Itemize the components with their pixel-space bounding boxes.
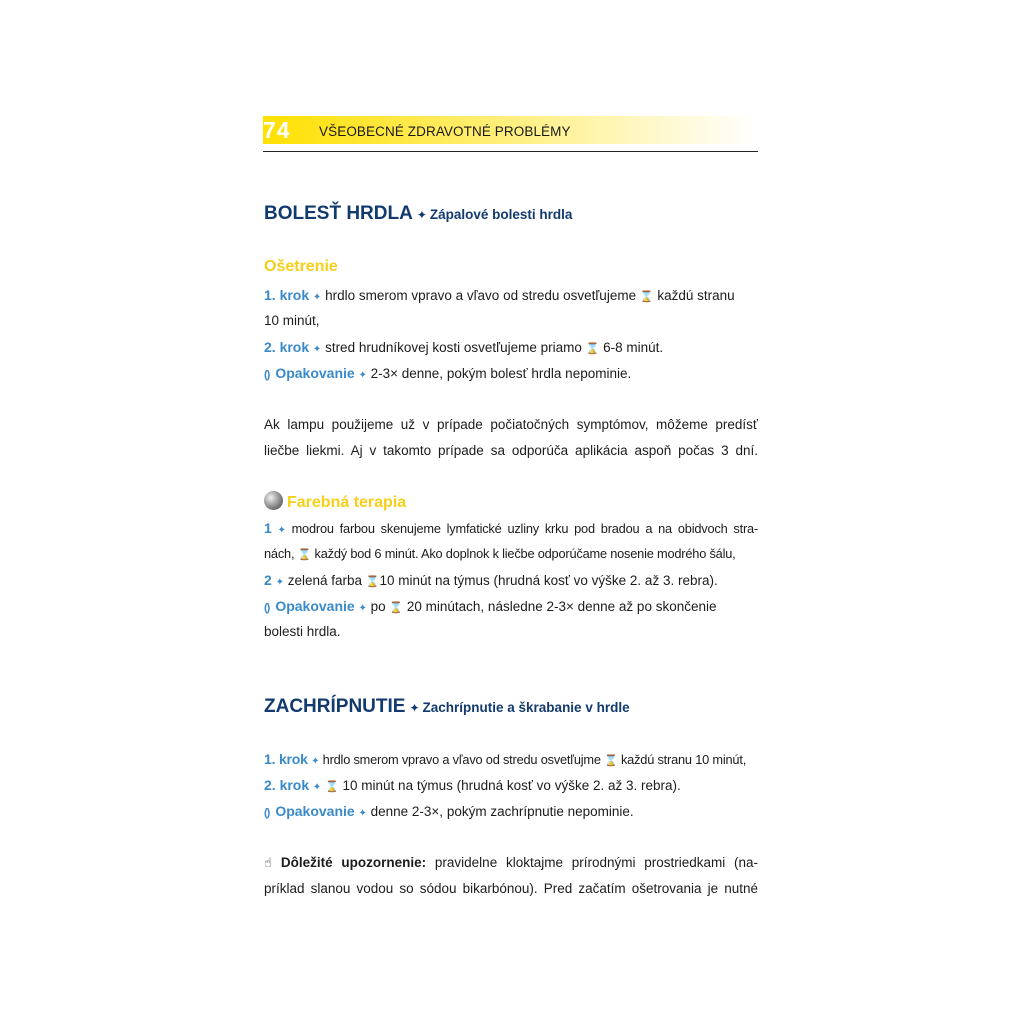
hourglass-icon: ⌛ — [325, 781, 339, 793]
heading-title: ZACHRÍPNUTIE — [264, 696, 406, 717]
repeat-text: 20 minútach, následne 2-3× denne až po skončenie — [406, 599, 717, 614]
paragraph-line: Ak lampu použijeme už v prípade počiatočných symptómov, môžeme predísť — [264, 417, 758, 432]
color-therapy-repeat — [264, 597, 758, 618]
item-text: 10 minút na týmus (hrudná kosť vo výške 2. až 3. rebra). — [379, 573, 718, 588]
item-text: modrou farbou skenujeme lymfatické uzliny krku pod bradou a na obidvoch stra- — [291, 521, 758, 536]
hourglass-icon: ⌛ — [297, 549, 312, 561]
pointing-finger-icon: ☝ — [264, 855, 277, 870]
repeat-label: Opakovanie — [275, 365, 355, 381]
star-icon: ✦ — [358, 370, 367, 381]
hourglass-icon: ⌛ — [365, 576, 380, 588]
repeat-text: 2-3× denne, pokým bolesť hrdla nepominie. — [370, 366, 632, 381]
warning-text: pravidelne kloktajme prírodnými prostriedkami (na- — [434, 855, 758, 870]
repeat-icon: () — [264, 602, 270, 614]
repeat-label: Opakovanie — [275, 803, 355, 819]
star-icon: ✦ — [311, 756, 320, 767]
heading-subtitle: Zachrípnutie a škrabanie v hrdle — [422, 700, 630, 715]
item-text: každý bod 6 minút. Ako doplnok k liečbe odporúčame nosenie modrého šálu, — [314, 546, 736, 561]
header-divider — [263, 151, 758, 152]
heading-hoarseness — [264, 696, 630, 718]
step-text: každú stranu — [657, 288, 735, 303]
item-text: zelená farba — [287, 573, 363, 588]
repeat-icon: () — [264, 369, 270, 381]
star-icon: ✦ — [416, 208, 427, 222]
step-label: 1. krok — [264, 287, 310, 303]
repeat-text: po — [370, 599, 386, 614]
color-therapy-item-1-cont — [264, 545, 758, 564]
step-text: 10 minút na týmus (hrudná kosť vo výške 2. až 3. rebra). — [342, 778, 681, 793]
heading-title: BOLESŤ HRDLA — [264, 203, 413, 224]
page-number: 74 — [263, 117, 291, 143]
star-icon: ✦ — [409, 701, 420, 715]
hoarseness-repeat — [264, 802, 758, 823]
warning-label: Dôležité upozornenie: — [280, 855, 427, 870]
step-label: 2. krok — [264, 339, 310, 355]
hourglass-icon: ⌛ — [389, 602, 404, 614]
step-text: každú stranu 10 minút, — [620, 752, 747, 767]
step-label: 1. krok — [264, 751, 308, 767]
hoarseness-step-2 — [264, 776, 758, 797]
hourglass-icon: ⌛ — [604, 755, 618, 767]
star-icon: ✦ — [312, 782, 322, 793]
star-icon: ✦ — [275, 577, 284, 588]
color-therapy-heading — [264, 491, 406, 512]
step-text: hrdlo smerom vpravo a vľavo od stredu osvetľujme — [322, 752, 601, 767]
star-icon: ✦ — [277, 525, 286, 536]
star-icon: ✦ — [358, 808, 367, 819]
item-number: 1 — [264, 520, 272, 536]
step-text: 6-8 minút. — [603, 340, 664, 355]
paragraph-line: liečbe liekmi. Aj v takomto prípade sa odporúča aplikácia aspoň počas 3 dní. — [264, 443, 758, 458]
hourglass-icon: ⌛ — [639, 291, 654, 303]
heading-subtitle: Zápalové bolesti hrdla — [429, 207, 573, 222]
repeat-text: denne 2-3×, pokým zachrípnutie nepominie. — [370, 804, 634, 819]
hourglass-icon: ⌛ — [585, 343, 600, 355]
treatment-step-1 — [264, 286, 758, 307]
color-therapy-repeat-cont: bolesti hrdla. — [264, 624, 341, 639]
repeat-icon: () — [264, 807, 270, 819]
step-text: stred hrudníkovej kosti osvetľujeme priamo — [325, 340, 582, 355]
treatment-heading: Ošetrenie — [264, 258, 338, 275]
step-text: hrdlo smerom vpravo a vľavo od stredu osvetľujeme — [325, 288, 637, 303]
warning-line-2: príklad slanou vodou so sódou bikarbónou). Pred začatím ošetrovania je nutné — [264, 881, 758, 896]
treatment-step-1-cont: 10 minút, — [264, 313, 320, 328]
color-therapy-title: Farebná terapia — [287, 494, 407, 511]
heading-sore-throat — [264, 203, 572, 225]
treatment-repeat — [264, 364, 758, 385]
color-therapy-item-2 — [264, 571, 758, 592]
page-header — [263, 116, 758, 144]
item-text: nách, — [264, 546, 295, 561]
treatment-step-2 — [264, 338, 758, 359]
repeat-label: Opakovanie — [275, 598, 355, 614]
warning-line — [264, 854, 758, 872]
section-title: VŠEOBECNÉ ZDRAVOTNÉ PROBLÉMY — [319, 124, 571, 139]
color-therapy-item-1 — [264, 519, 758, 540]
item-number: 2 — [264, 572, 272, 588]
step-label: 2. krok — [264, 777, 310, 793]
color-wheel-icon — [264, 491, 283, 510]
hoarseness-step-1 — [264, 750, 758, 771]
star-icon: ✦ — [312, 292, 322, 303]
star-icon: ✦ — [358, 603, 367, 614]
star-icon: ✦ — [312, 344, 322, 355]
